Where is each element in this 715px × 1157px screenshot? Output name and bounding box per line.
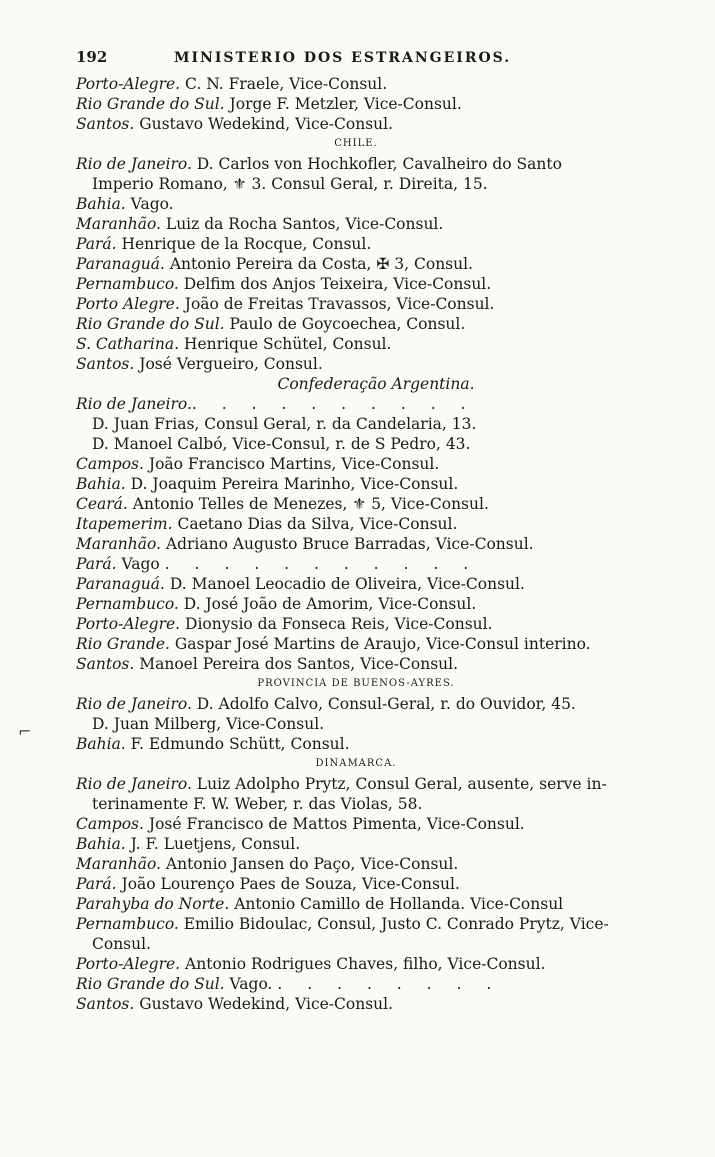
leader-dots: . . . . . . . . <box>277 975 502 993</box>
place-name: Rio Grande. <box>76 635 170 653</box>
entry-text: Paulo de Goycoechea, Consul. <box>224 315 466 333</box>
page-number: 192 <box>76 48 108 66</box>
place-name: Pernambuco. <box>76 275 179 293</box>
place-name: Pernambuco. <box>76 915 179 933</box>
place-name: Rio de Janeiro. <box>76 395 192 413</box>
entry-line <box>76 994 636 1014</box>
entry-line <box>76 254 636 274</box>
entry-text: F. Edmundo Schütt, Consul. <box>125 735 350 753</box>
entry-text: Vago <box>116 555 160 573</box>
place-name: Itapemerim. <box>76 515 173 533</box>
entry-line <box>76 554 636 574</box>
entry-line <box>76 734 636 754</box>
entry-line <box>76 74 636 94</box>
entry-line <box>76 854 636 874</box>
entry-line <box>76 494 636 514</box>
place-name: Maranhão. <box>76 535 161 553</box>
entry-line <box>76 234 636 254</box>
entry-line <box>76 634 636 654</box>
section-heading-chile: CHILE. <box>334 138 378 149</box>
place-name: Campos. <box>76 815 144 833</box>
place-name: Porto-Alegre. <box>76 615 181 633</box>
place-name: Rio de Janeiro. <box>76 695 192 713</box>
entry-text: Dionysio da Fonseca Reis, Vice-Consul. <box>180 615 493 633</box>
leader-dots: . . . . . . . . . . . <box>164 555 479 573</box>
entry-text: D. Adolfo Calvo, Consul-Geral, r. do Ouvidor, 45. <box>191 695 576 713</box>
entry-text: Vago. <box>224 975 273 993</box>
entry-text: D. Joaquim Pereira Marinho, Vice-Consul. <box>125 475 459 493</box>
entry-line <box>76 514 636 534</box>
entry-continuation: Imperio Romano, ⚜ 3. Consul Geral, r. Direita, 15. <box>92 175 488 193</box>
entry-line <box>76 474 636 494</box>
entry-text: Henrique Schütel, Consul. <box>179 335 392 353</box>
entry-subline: D. Juan Frias, Consul Geral, r. da Candelaria, 13. <box>92 415 477 433</box>
entry-text: J. F. Luetjens, Consul. <box>125 835 301 853</box>
place-name: Bahia. <box>76 195 126 213</box>
entry-text: Manoel Pereira dos Santos, Vice-Consul. <box>134 655 459 673</box>
entry-line <box>76 534 636 554</box>
entry-line <box>76 914 636 934</box>
place-name: Pernambuco. <box>76 595 179 613</box>
place-name: Porto-Alegre. <box>76 955 181 973</box>
entry-text: Vago. <box>125 195 174 213</box>
place-name: Rio Grande do Sul. <box>76 95 225 113</box>
entry-text: Henrique de la Rocque, Consul. <box>116 235 372 253</box>
entry-text: José Francisco de Mattos Pimenta, Vice-Consul. <box>143 815 525 833</box>
place-name: Campos. <box>76 455 144 473</box>
entry-line <box>76 774 636 794</box>
section-heading-buenos-ayres: PROVINCIA DE BUENOS-AYRES. <box>257 678 455 689</box>
place-name: Bahia. <box>76 735 126 753</box>
entry-text: C. N. Fraele, Vice-Consul. <box>180 75 388 93</box>
entry-line <box>76 654 636 674</box>
place-name: Maranhão. <box>76 855 161 873</box>
entry-text: Caetano Dias da Silva, Vice-Consul. <box>172 515 458 533</box>
place-name: Rio Grande do Sul. <box>76 315 225 333</box>
entry-text: Adriano Augusto Bruce Barradas, Vice-Consul. <box>160 535 534 553</box>
entry-line <box>76 154 636 174</box>
entry-line <box>76 814 636 834</box>
place-name: Paranaguá. <box>76 255 165 273</box>
entry-text: Antonio Jansen do Paço, Vice-Consul. <box>160 855 459 873</box>
entry-text: Antonio Rodrigues Chaves, filho, Vice-Consul. <box>180 955 546 973</box>
entry-line <box>76 614 636 634</box>
place-name: Porto Alegre. <box>76 295 180 313</box>
leader-dots: . . . . . . . . . . <box>191 395 476 413</box>
place-name: Rio de Janeiro. <box>76 155 192 173</box>
place-name: Porto-Alegre. <box>76 75 181 93</box>
entry-line <box>76 594 636 614</box>
entry-text: Luiz da Rocha Santos, Vice-Consul. <box>160 215 444 233</box>
entry-line <box>76 334 636 354</box>
entry-text: José Vergueiro, Consul. <box>134 355 323 373</box>
place-name: Pará. <box>76 555 117 573</box>
margin-mark: ⌐ <box>18 722 32 741</box>
entry-text: Gaspar José Martins de Araujo, Vice-Consul interino. <box>169 635 591 653</box>
entry-subline: D. Manoel Calbó, Vice-Consul, r. de S Pedro, 43. <box>92 435 471 453</box>
place-name: Parahyba do Norte. <box>76 895 230 913</box>
running-title: MINISTERIO DOS ESTRANGEIROS. <box>174 50 512 66</box>
entry-line <box>76 834 636 854</box>
entry-line <box>76 694 636 714</box>
entry-text: Emilio Bidoulac, Consul, Justo C. Conrado Prytz, Vice- <box>178 915 609 933</box>
entry-line <box>76 874 636 894</box>
place-name: Santos. <box>76 655 135 673</box>
entry-line <box>76 354 636 374</box>
page-header <box>76 48 636 74</box>
entry-line <box>76 454 636 474</box>
place-name: Pará. <box>76 875 117 893</box>
entry-continuation: Consul. <box>92 935 151 953</box>
place-name: S. Catharina. <box>76 335 179 353</box>
entry-line <box>76 294 636 314</box>
place-name: Bahia. <box>76 475 126 493</box>
entry-text: João de Freitas Travassos, Vice-Consul. <box>179 295 495 313</box>
entry-text: Jorge F. Metzler, Vice-Consul. <box>224 95 462 113</box>
entry-text: Gustavo Wedekind, Vice-Consul. <box>134 995 394 1013</box>
entry-text: Gustavo Wedekind, Vice-Consul. <box>134 115 394 133</box>
entry-text: Antonio Camillo de Hollanda. Vice-Consul <box>229 895 564 913</box>
entry-line <box>76 394 636 414</box>
entry-text: João Lourenço Paes de Souza, Vice-Consul. <box>116 875 460 893</box>
section-heading-argentina: Confederação Argentina. <box>277 375 475 393</box>
place-name: Rio Grande do Sul. <box>76 975 225 993</box>
entry-text: Antonio Telles de Menezes, ⚜ 5, Vice-Consul. <box>127 495 489 513</box>
entry-line <box>76 214 636 234</box>
entry-line <box>76 114 636 134</box>
place-name: Santos. <box>76 995 135 1013</box>
entry-line <box>76 574 636 594</box>
place-name: Bahia. <box>76 835 126 853</box>
entry-text: D. José João de Amorim, Vice-Consul. <box>178 595 477 613</box>
entry-line <box>76 894 636 914</box>
place-name: Santos. <box>76 355 135 373</box>
entry-text: D. Manoel Leocadio de Oliveira, Vice-Consul. <box>164 575 525 593</box>
entry-line <box>76 274 636 294</box>
entry-line <box>76 974 636 994</box>
entry-line <box>76 194 636 214</box>
place-name: Pará. <box>76 235 117 253</box>
entry-line <box>76 954 636 974</box>
section-heading-dinamarca: DINAMARCA. <box>315 758 397 769</box>
entry-text: Antonio Pereira da Costa, ✠ 3, Consul. <box>164 255 473 273</box>
entry-text: João Francisco Martins, Vice-Consul. <box>143 455 440 473</box>
entry-continuation: terinamente F. W. Weber, r. das Violas, 58. <box>92 795 423 813</box>
place-name: Maranhão. <box>76 215 161 233</box>
place-name: Ceará. <box>76 495 128 513</box>
entry-text: Delfim dos Anjos Teixeira, Vice-Consul. <box>178 275 492 293</box>
document-page <box>76 48 636 1014</box>
entry-text: D. Carlos von Hochkofler, Cavalheiro do Santo <box>191 155 562 173</box>
entry-line <box>76 94 636 114</box>
entry-text: Luiz Adolpho Prytz, Consul Geral, ausente, serve in- <box>191 775 607 793</box>
entry-line <box>76 314 636 334</box>
place-name: Santos. <box>76 115 135 133</box>
place-name: Rio de Janeiro. <box>76 775 192 793</box>
place-name: Paranaguá. <box>76 575 165 593</box>
entry-subline: D. Juan Milberg, Vice-Consul. <box>92 715 325 733</box>
